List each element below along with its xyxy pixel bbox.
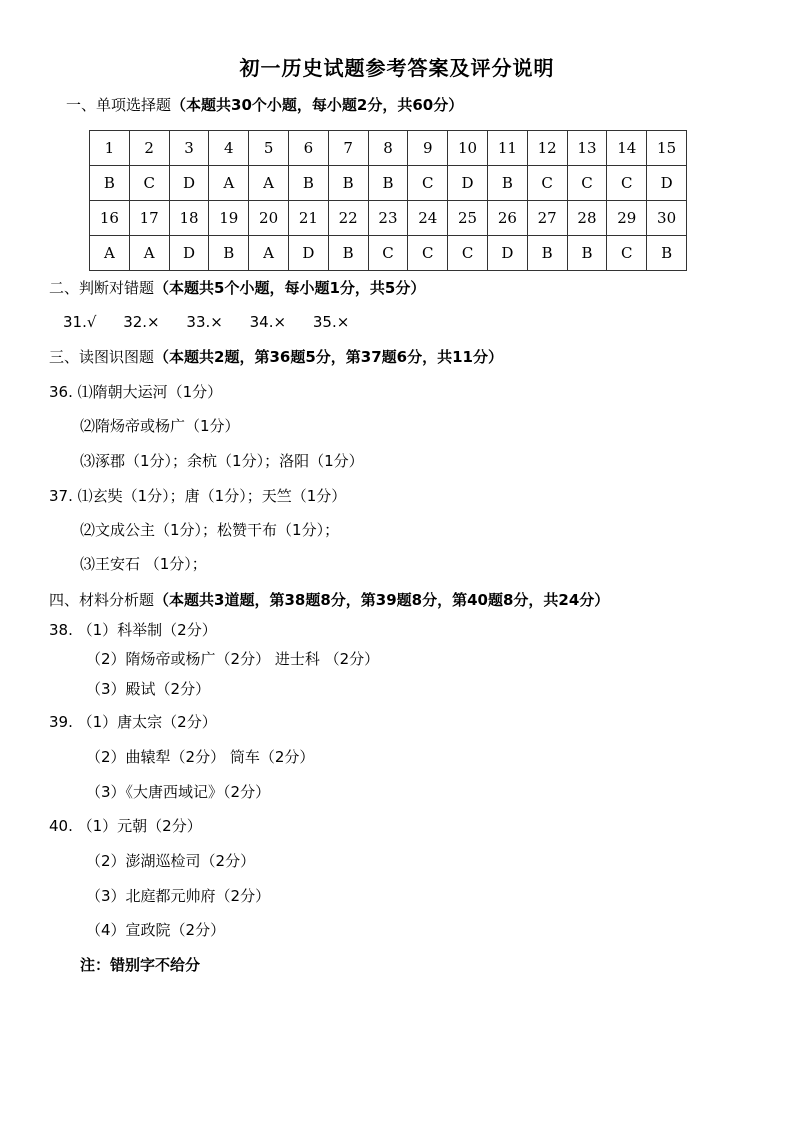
answer-cell: B (328, 166, 368, 201)
answer-line: （2）澎湖巡检司（2分） (86, 852, 256, 870)
answer-line: 38. （1）科举制（2分） (49, 621, 217, 639)
answer-line: （4）宣政院（2分） (86, 921, 226, 939)
question-number-cell: 26 (487, 201, 527, 236)
true-false-answers (63, 312, 371, 332)
answer-cell: B (288, 166, 328, 201)
answer-table (89, 130, 687, 271)
question-number-cell: 7 (328, 131, 368, 166)
answer-line: ⑶王安石 （1分）； (80, 555, 207, 573)
question-number-cell: 4 (209, 131, 249, 166)
answer-line: （3）北庭都元帅府（2分） (86, 887, 271, 905)
section4-heading (49, 590, 609, 610)
answer-row (90, 236, 687, 271)
tf-answer: 31.√ (63, 313, 97, 331)
answer-cell: D (487, 236, 527, 271)
tf-answer: 33.× (186, 313, 223, 331)
answer-cell: D (169, 166, 209, 201)
answer-cell: C (408, 236, 448, 271)
question-number-row (90, 201, 687, 236)
answer-cell: C (607, 166, 647, 201)
section2-heading (49, 278, 425, 298)
answer-cell: B (90, 166, 130, 201)
answer-cell: B (328, 236, 368, 271)
answer-cell: D (448, 166, 488, 201)
section4-heading-text: 四、材料分析题 (49, 591, 155, 609)
answer-cell: A (90, 236, 130, 271)
answer-cell: B (368, 166, 408, 201)
answer-cell: C (129, 166, 169, 201)
answer-cell: B (647, 236, 687, 271)
section2-heading-text: 二、判断对错题 (49, 279, 155, 297)
section1-note: （本题共30个小题，每小题2分，共60分） (171, 96, 464, 114)
question-number-cell: 3 (169, 131, 209, 166)
answer-cell: B (487, 166, 527, 201)
answer-row (90, 166, 687, 201)
section4-note: （本题共3道题，第38题8分，第39题8分，第40题8分，共24分） (154, 591, 610, 609)
answer-cell: C (368, 236, 408, 271)
answer-cell: B (527, 236, 567, 271)
answer-line: （3）殿试（2分） (86, 680, 211, 698)
answer-cell: A (129, 236, 169, 271)
answer-line: ⑶涿郡（1分）；余杭（1分）；洛阳（1分） (80, 452, 364, 470)
question-number-cell: 12 (527, 131, 567, 166)
question-number-cell: 9 (408, 131, 448, 166)
answer-cell: B (567, 236, 607, 271)
question-number-cell: 22 (328, 201, 368, 236)
question-number-cell: 29 (607, 201, 647, 236)
answer-cell: C (607, 236, 647, 271)
question-number-cell: 2 (129, 131, 169, 166)
answer-cell: B (209, 236, 249, 271)
section2-note: （本题共5个小题，每小题1分，共5分） (154, 279, 426, 297)
question-number-cell: 27 (527, 201, 567, 236)
answer-cell: A (249, 166, 289, 201)
answer-cell: C (408, 166, 448, 201)
question-number-cell: 13 (567, 131, 607, 166)
question-number-cell: 20 (249, 201, 289, 236)
answer-line: 40. （1）元朝（2分） (49, 817, 202, 835)
answer-cell: A (249, 236, 289, 271)
question-number-cell: 23 (368, 201, 408, 236)
question-number-cell: 14 (607, 131, 647, 166)
tf-answer: 34.× (249, 313, 287, 331)
section3-heading-text: 三、读图识图题 (49, 348, 155, 366)
footnote: 注：错别字不给分 (80, 956, 201, 974)
tf-answer: 32.× (123, 313, 160, 331)
question-number-cell: 21 (288, 201, 328, 236)
question-number-cell: 18 (169, 201, 209, 236)
question-number-cell: 16 (90, 201, 130, 236)
answer-cell: C (567, 166, 607, 201)
section1-heading (66, 95, 463, 115)
answer-cell: C (527, 166, 567, 201)
answer-line: ⑵隋炀帝或杨广（1分） (80, 417, 240, 435)
answer-cell: D (169, 236, 209, 271)
answer-line: （2）隋炀帝或杨广（2分） 进士科 （2分） (86, 650, 380, 668)
section3-heading (49, 347, 503, 367)
answer-line: （3）《大唐西域记》（2分） (86, 783, 271, 801)
answer-line: 36. ⑴隋朝大运河（1分） (49, 383, 223, 401)
question-number-cell: 15 (647, 131, 687, 166)
question-number-cell: 30 (647, 201, 687, 236)
answer-cell: C (448, 236, 488, 271)
question-number-cell: 25 (448, 201, 488, 236)
answer-line: 39. （1）唐太宗（2分） (49, 713, 217, 731)
question-number-cell: 17 (129, 201, 169, 236)
question-number-cell: 28 (567, 201, 607, 236)
question-number-cell: 1 (90, 131, 130, 166)
answer-line: 37. ⑴玄奘（1分）；唐（1分）；天竺（1分） (49, 487, 347, 505)
question-number-cell: 5 (249, 131, 289, 166)
section1-heading-text: 一、单项选择题 (66, 96, 172, 114)
question-number-cell: 24 (408, 201, 448, 236)
tf-answer: 35.× (312, 313, 350, 331)
answer-cell: A (209, 166, 249, 201)
question-number-cell: 11 (487, 131, 527, 166)
question-number-row (90, 131, 687, 166)
section3-note: （本题共2题，第36题5分，第37题6分，共11分） (154, 348, 503, 366)
question-number-cell: 19 (209, 201, 249, 236)
answer-cell: D (647, 166, 687, 201)
answer-cell: D (288, 236, 328, 271)
question-number-cell: 10 (448, 131, 488, 166)
answer-line: （2）曲辕犁（2分） 筒车（2分） (86, 748, 315, 766)
answer-line: ⑵文成公主（1分）；松赞干布（1分）； (80, 521, 340, 539)
question-number-cell: 6 (288, 131, 328, 166)
page-title: 初一历史试题参考答案及评分说明 (239, 56, 555, 80)
question-number-cell: 8 (368, 131, 408, 166)
